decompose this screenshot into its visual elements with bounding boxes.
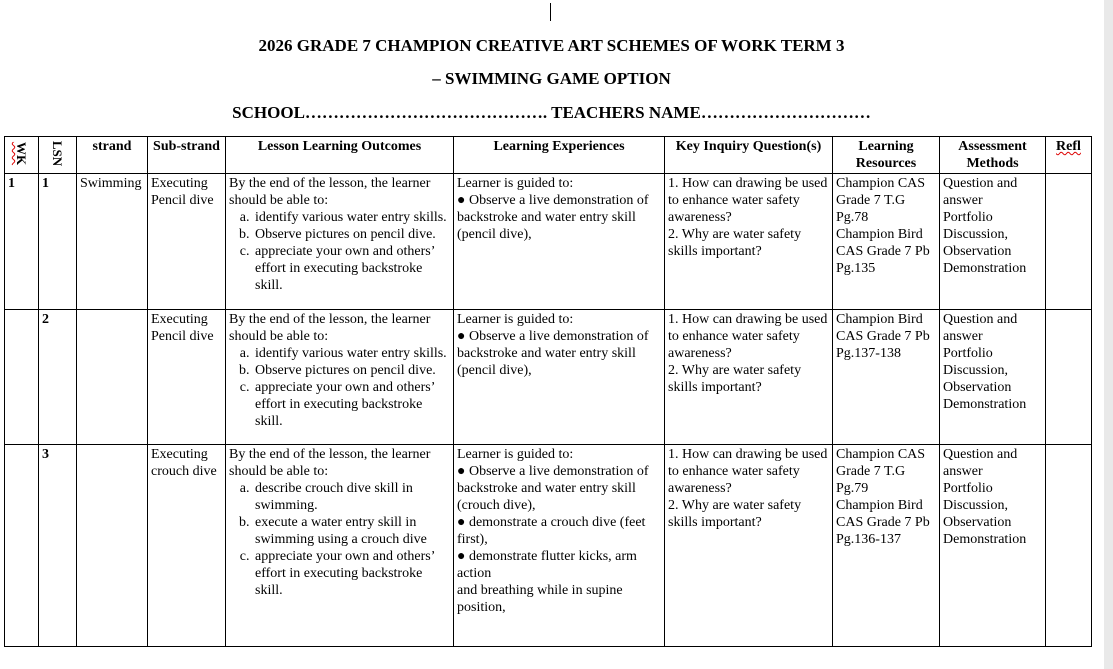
cell-kiq bbox=[665, 310, 833, 445]
cell-outcomes bbox=[226, 310, 454, 445]
schemes-of-work-table bbox=[4, 136, 1092, 647]
outcome-item: a. describe crouch dive skill in swimming. bbox=[253, 480, 450, 514]
cell-assessment bbox=[940, 445, 1046, 647]
experience-line: and breathing while in supine position, bbox=[457, 583, 623, 615]
outcome-list bbox=[229, 480, 450, 599]
cell-assessment bbox=[940, 174, 1046, 310]
outcome-item: c. appreciate your own and others’ effort in executing backstroke skill. bbox=[253, 379, 450, 430]
header-kiq: Key Inquiry Question(s) bbox=[665, 137, 833, 174]
experience-line: ● Observe a live demonstration of backstroke and water entry skill bbox=[457, 193, 649, 225]
kiq-line: 1. How can drawing be used to enhance water safety awareness? bbox=[668, 447, 828, 496]
cell-kiq bbox=[665, 174, 833, 310]
experience-line: Learner is guided to: bbox=[457, 176, 574, 191]
cell-experiences bbox=[454, 445, 665, 647]
experience-line: ● Observe a live demonstration of backstroke and water entry skill bbox=[457, 464, 649, 496]
outcome-intro: By the end of the lesson, the learner should be able to: bbox=[229, 447, 431, 479]
assessment-line: Demonstration bbox=[943, 261, 1027, 276]
cell-wk bbox=[5, 445, 39, 647]
header-resources: Learning Resources bbox=[833, 137, 940, 174]
header-strand: strand bbox=[77, 137, 148, 174]
kiq-line: 2. Why are water safety skills important? bbox=[668, 498, 802, 530]
resource-line: Champion CAS Grade 7 T.G Pg.78 bbox=[836, 176, 926, 225]
table-row bbox=[5, 445, 1092, 647]
outcome-list bbox=[229, 209, 450, 294]
assessment-line: Observation bbox=[943, 515, 1012, 530]
cell-experiences bbox=[454, 310, 665, 445]
experience-line: ● demonstrate a crouch dive (feet first), bbox=[457, 515, 646, 547]
assessment-line: Question and answer bbox=[943, 176, 1018, 208]
experience-line: ● Observe a live demonstration of backstroke and water entry skill bbox=[457, 329, 649, 361]
kiq-line: 1. How can drawing be used to enhance water safety awareness? bbox=[668, 312, 828, 361]
outcome-item: c. appreciate your own and others’ effort in executing backstroke skill. bbox=[253, 243, 450, 294]
experience-line: ● demonstrate flutter kicks, arm action bbox=[457, 549, 637, 581]
outcome-item: b. Observe pictures on pencil dive. bbox=[253, 362, 450, 379]
header-sub-strand: Sub-strand bbox=[148, 137, 226, 174]
header-lsn: LSN bbox=[39, 137, 77, 174]
header-row bbox=[5, 137, 1092, 174]
document-subtitle: – SWIMMING GAME OPTION bbox=[432, 69, 671, 88]
outcome-item: b. execute a water entry skill in swimming using a crouch dive bbox=[253, 514, 450, 548]
outcome-item: c. appreciate your own and others’ effort in executing backstroke skill. bbox=[253, 548, 450, 599]
cell-resources bbox=[833, 174, 940, 310]
assessment-line: Observation bbox=[943, 244, 1012, 259]
cell-strand: Swimming bbox=[77, 174, 148, 310]
resource-line: Champion Bird CAS Grade 7 Pb Pg.136-137 bbox=[836, 498, 930, 547]
assessment-line: Portfolio bbox=[943, 346, 993, 361]
experience-line: Learner is guided to: bbox=[457, 447, 574, 462]
cell-refl bbox=[1046, 174, 1092, 310]
cell-refl bbox=[1046, 310, 1092, 445]
kiq-line: 2. Why are water safety skills important? bbox=[668, 363, 802, 395]
outcome-item: a. identify various water entry skills. bbox=[253, 209, 450, 226]
cell-strand bbox=[77, 445, 148, 647]
table-row bbox=[5, 174, 1092, 310]
header-experiences: Learning Experiences bbox=[454, 137, 665, 174]
table-row bbox=[5, 310, 1092, 445]
cell-assessment bbox=[940, 310, 1046, 445]
experience-line: (pencil dive), bbox=[457, 363, 532, 378]
cell-outcomes bbox=[226, 174, 454, 310]
cell-refl bbox=[1046, 445, 1092, 647]
assessment-line: Question and answer bbox=[943, 447, 1018, 479]
page-edge bbox=[1104, 0, 1113, 669]
cell-sub-strand: Executing Pencil dive bbox=[148, 310, 226, 445]
cell-sub-strand: Executing Pencil dive bbox=[148, 174, 226, 310]
cell-lsn: 2 bbox=[39, 310, 77, 445]
resource-line: Champion Bird CAS Grade 7 Pb Pg.135 bbox=[836, 227, 930, 276]
assessment-line: Observation bbox=[943, 380, 1012, 395]
cell-lsn: 1 bbox=[39, 174, 77, 310]
outcome-intro: By the end of the lesson, the learner should be able to: bbox=[229, 176, 431, 208]
assessment-line: Discussion, bbox=[943, 498, 1008, 513]
school-teacher-line: SCHOOL……………………………………. TEACHERS NAME………………………… bbox=[232, 103, 871, 122]
outcome-item: b. Observe pictures on pencil dive. bbox=[253, 226, 450, 243]
cell-strand bbox=[77, 310, 148, 445]
cell-resources bbox=[833, 310, 940, 445]
outcome-list bbox=[229, 345, 450, 430]
assessment-line: Discussion, bbox=[943, 227, 1008, 242]
assessment-line: Portfolio bbox=[943, 210, 993, 225]
experience-line: (crouch dive), bbox=[457, 498, 536, 513]
assessment-line: Demonstration bbox=[943, 397, 1027, 412]
header-refl: Refl bbox=[1046, 137, 1092, 174]
assessment-line: Question and answer bbox=[943, 312, 1018, 344]
experience-line: (pencil dive), bbox=[457, 227, 532, 242]
resource-line: Champion CAS Grade 7 T.G Pg.79 bbox=[836, 447, 926, 496]
outcome-item: a. identify various water entry skills. bbox=[253, 345, 450, 362]
kiq-line: 1. How can drawing be used to enhance water safety awareness? bbox=[668, 176, 828, 225]
cell-experiences bbox=[454, 174, 665, 310]
kiq-line: 2. Why are water safety skills important? bbox=[668, 227, 802, 259]
assessment-line: Discussion, bbox=[943, 363, 1008, 378]
header-assessment: Assessment Methods bbox=[940, 137, 1046, 174]
cell-resources bbox=[833, 445, 940, 647]
outcome-intro: By the end of the lesson, the learner should be able to: bbox=[229, 312, 431, 344]
cell-wk bbox=[5, 310, 39, 445]
cell-kiq bbox=[665, 445, 833, 647]
cell-outcomes bbox=[226, 445, 454, 647]
cell-sub-strand: Executing crouch dive bbox=[148, 445, 226, 647]
resource-line: Champion Bird CAS Grade 7 Pb Pg.137-138 bbox=[836, 312, 930, 361]
assessment-line: Demonstration bbox=[943, 532, 1027, 547]
cell-wk: 1 bbox=[5, 174, 39, 310]
document-title: 2026 GRADE 7 CHAMPION CREATIVE ART SCHEMES OF WORK TERM 3 bbox=[258, 36, 845, 55]
assessment-line: Portfolio bbox=[943, 481, 993, 496]
cell-lsn: 3 bbox=[39, 445, 77, 647]
text-cursor bbox=[550, 3, 551, 21]
header-wk: WK bbox=[5, 137, 39, 174]
experience-line: Learner is guided to: bbox=[457, 312, 574, 327]
header-outcomes: Lesson Learning Outcomes bbox=[226, 137, 454, 174]
